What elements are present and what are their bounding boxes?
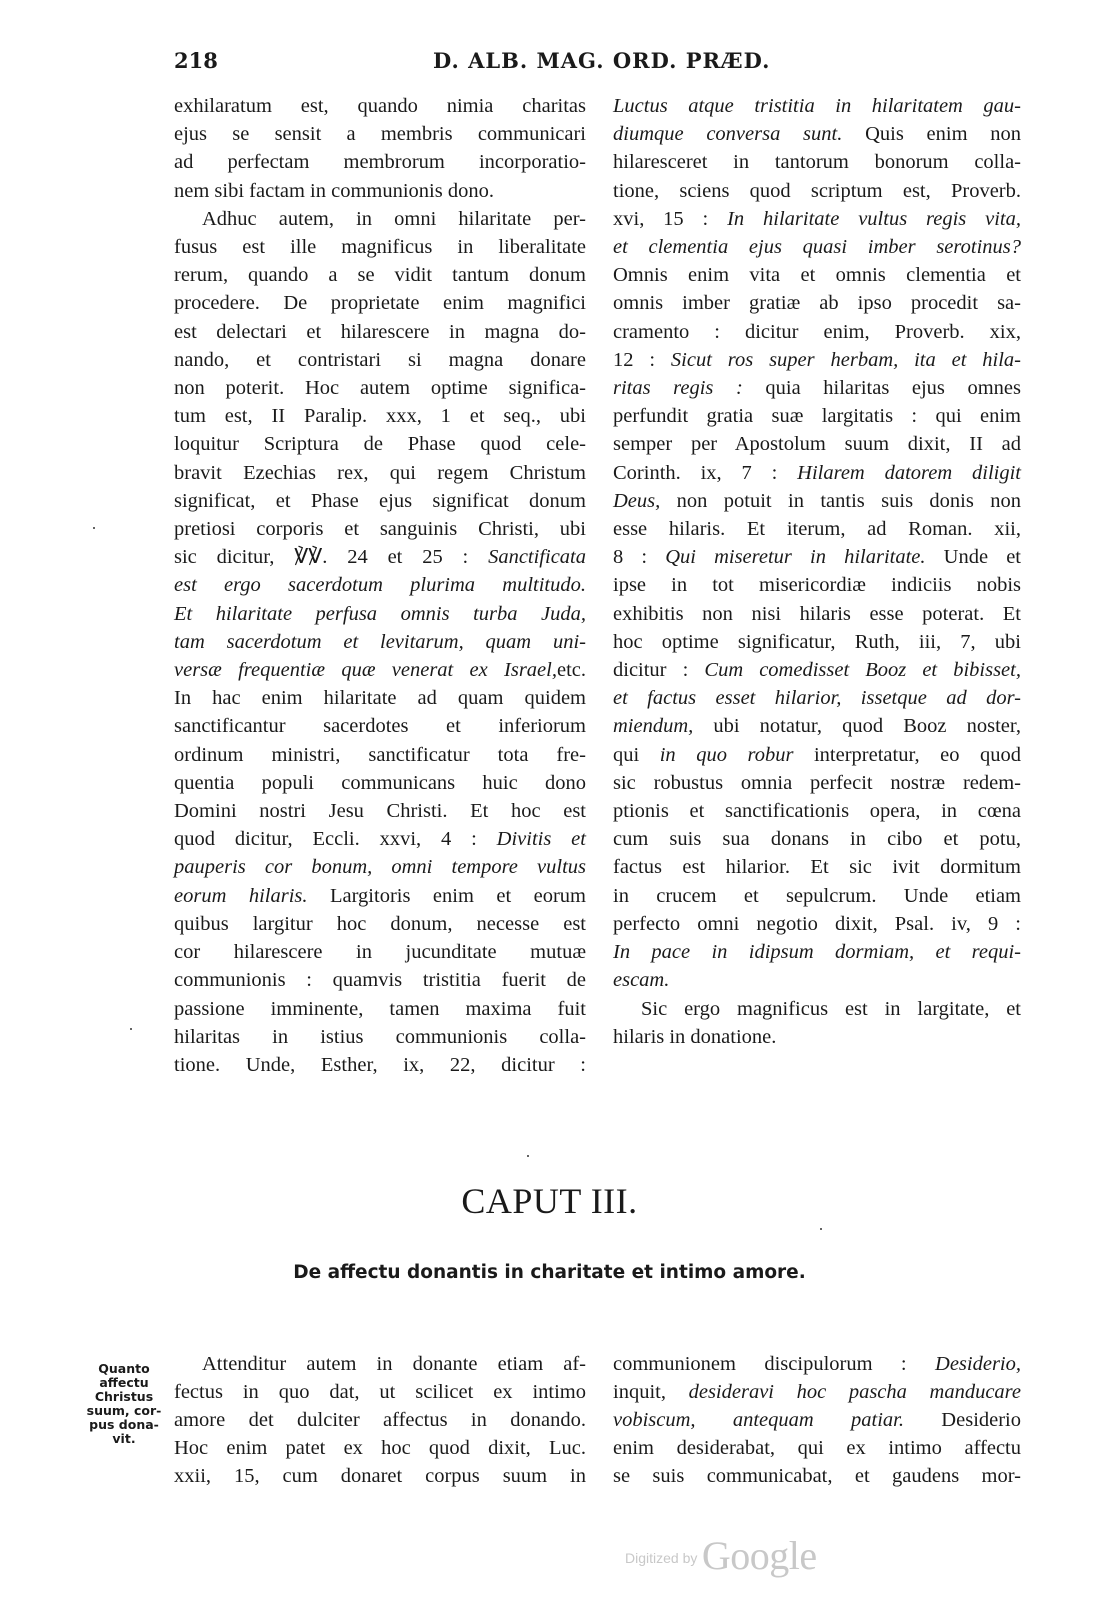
text-line: [613, 402, 1021, 430]
text-run: pretiosi corporis et sanguinis Christi, ubi: [174, 518, 586, 541]
text-line: [613, 995, 1021, 1023]
text-run: rerum, quando a se vidit tantum donum: [174, 264, 586, 287]
text-line: [613, 543, 1021, 571]
text-run: Desiderio: [904, 1409, 1022, 1431]
text-run: Sic ergo magnificus est in largitate, et: [641, 997, 1021, 1020]
print-speck: [130, 1028, 132, 1030]
text-line: [174, 1051, 586, 1079]
italic-quotation: eorum hilaris.: [174, 884, 308, 907]
italic-quotation: Sanctificata: [488, 546, 586, 569]
text-run: Omnis enim vita et omnis clementia et: [613, 264, 1021, 287]
text-run: loquitur Scriptura de Phase quod cele-: [174, 433, 586, 456]
italic-quotation: Luctus atque tristitia in hilaritatem gau-: [613, 95, 1021, 117]
text-line: [174, 853, 586, 881]
text-line: [613, 741, 1021, 769]
text-line: [613, 628, 1021, 656]
italic-quotation: Cum comedisset Booz et bibisset,: [704, 659, 1021, 682]
text-line: [174, 92, 586, 120]
text-run: passione imminente, tamen maxima fuit: [174, 997, 586, 1020]
text-line: [613, 430, 1021, 458]
text-run: hilaresceret in tantorum bonorum colla-: [613, 151, 1021, 174]
italic-quotation: Divitis et: [496, 828, 586, 851]
text-run: factus est hilarior. Et sic ivit dormitum: [613, 856, 1021, 879]
text-run: sic robustus omnia perfecit nostræ redem-: [613, 771, 1021, 794]
text-line: [174, 1378, 586, 1406]
text-run: qui: [613, 743, 660, 766]
left-column-bottom: [174, 1350, 586, 1490]
text-run: non potuit in tantis suis donis non: [660, 489, 1021, 512]
running-header: [174, 48, 1016, 82]
text-line: [174, 1023, 586, 1051]
text-line: [174, 205, 586, 233]
text-run: xxii, 15, cum donaret corpus suum in: [174, 1465, 586, 1487]
italic-quotation: In hilaritate vultus regis vita,: [727, 207, 1021, 230]
text-line: [613, 712, 1021, 740]
text-line: [174, 543, 586, 571]
text-run: tum est, II Paralip. xxx, 1 et seq., ubi: [174, 405, 586, 428]
text-line: [174, 318, 586, 346]
page-number: 218: [174, 48, 218, 73]
text-run: Unde et: [925, 546, 1021, 569]
marginal-note-line: Quanto: [98, 1361, 150, 1376]
italic-quotation: diumque conversa sunt.: [613, 123, 843, 146]
text-line: [174, 374, 586, 402]
text-run: Largitoris enim et eorum: [307, 884, 586, 907]
print-speck: [820, 1228, 822, 1230]
text-line: [174, 515, 586, 543]
text-run: inquit,: [613, 1381, 689, 1403]
text-run: Domini nostri Jesu Christi. Et hoc est: [174, 800, 586, 823]
italic-quotation: in quo robur: [659, 743, 794, 766]
text-run: sanctificantur sacerdotes et inferiorum: [174, 715, 586, 738]
text-run: ejus se sensit a membris communicari: [174, 123, 586, 146]
text-line: [174, 1406, 586, 1434]
marginal-note: [84, 1362, 164, 1446]
text-run: omnis imber gratiæ ab ipso procedit sa-: [613, 292, 1021, 315]
text-run: esse hilaris. Et iterum, ad Roman. xii,: [613, 518, 1021, 541]
italic-quotation: et factus esset hilarior, issetque ad dor-: [613, 687, 1021, 710]
text-line: [174, 628, 586, 656]
text-run: tione. Unde, Esther, ix, 22, dicitur :: [174, 1053, 586, 1076]
text-run: sic dicitur, ℣℣. 24 et 25 :: [174, 546, 489, 569]
text-run: amore det dulciter affectus in donando.: [174, 1409, 586, 1431]
text-run: hoc optime significatur, Ruth, iii, 7, ubi: [613, 630, 1021, 653]
text-line: [174, 741, 586, 769]
text-run: perfundit gratia suæ largitatis : qui enim: [613, 405, 1021, 428]
text-run: quentia populi communicans huic dono: [174, 771, 586, 794]
italic-quotation: Deus,: [613, 489, 661, 512]
text-line: [613, 966, 1021, 994]
watermark-prefix: Digitized by: [625, 1550, 698, 1566]
text-run: Adhuc autem, in omni hilaritate per-: [202, 207, 586, 230]
text-line: [613, 882, 1021, 910]
text-line: [613, 1434, 1021, 1462]
text-line: [174, 882, 586, 910]
italic-quotation: desideravi hoc pascha manducare: [688, 1381, 1021, 1403]
print-speck: [93, 527, 95, 529]
text-run: communionis : quamvis tristitia fuerit de: [174, 969, 586, 992]
text-line: [174, 571, 586, 599]
text-line: [174, 712, 586, 740]
text-run: ordinum ministri, sanctificatur tota fre-: [174, 743, 586, 766]
italic-quotation: Et hilaritate perfusa omnis turba Juda,: [174, 602, 586, 625]
text-run: dicitur :: [613, 659, 705, 682]
text-line: [613, 346, 1021, 374]
italic-quotation: escam.: [613, 969, 670, 992]
text-line: [174, 177, 586, 205]
text-run: ad perfectam membrorum incorporatio-: [174, 151, 586, 174]
text-line: [613, 92, 1021, 120]
text-line: [174, 430, 586, 458]
text-line: [174, 459, 586, 487]
marginal-note-line: suum, cor-: [86, 1403, 162, 1418]
text-run: 8 :: [613, 546, 666, 569]
marginal-note-line: vit.: [112, 1431, 136, 1446]
italic-quotation: pauperis cor bonum, omni tempore vultus: [174, 856, 586, 879]
italic-quotation: tam sacerdotum et levitarum, quam uni-: [174, 630, 586, 653]
text-run: nando, et contristari si magna donare: [174, 348, 586, 371]
text-line: [613, 938, 1021, 966]
text-run: est delectari et hilarescere in magna do-: [174, 320, 586, 343]
marginal-note-line: pus dona-: [89, 1417, 159, 1432]
print-speck: [527, 1155, 529, 1157]
italic-quotation: vobiscum, antequam patiar.: [613, 1409, 904, 1431]
text-run: perfecto omni negotio dixit, Psal. iv, 9 :: [613, 912, 1021, 935]
chapter-heading: CAPUT III.: [461, 1181, 638, 1221]
text-line: [174, 966, 586, 994]
text-line: [174, 995, 586, 1023]
text-line: [174, 600, 586, 628]
text-line: [613, 684, 1021, 712]
italic-quotation: Qui miseretur in hilaritate.: [665, 546, 926, 569]
text-line: [174, 825, 586, 853]
italic-quotation: Hilarem datorem diligit: [797, 461, 1021, 484]
text-line: [174, 769, 586, 797]
text-line: [174, 1350, 586, 1378]
text-line: [613, 318, 1021, 346]
marginal-note-line: affectu: [99, 1375, 149, 1390]
text-run: cramento : dicitur enim, Proverb. xix,: [613, 320, 1021, 343]
text-line: [174, 487, 586, 515]
right-column-top: [613, 92, 1021, 1051]
text-run: ubi notatur, quod Booz noster,: [693, 715, 1021, 738]
text-line: [174, 289, 586, 317]
text-line: [174, 910, 586, 938]
text-run: in crucem et sepulcrum. Unde etiam: [613, 884, 1021, 907]
text-run: hilaris in donatione.: [613, 1025, 777, 1048]
text-line: [613, 120, 1021, 148]
text-line: [613, 459, 1021, 487]
right-column-bottom: [613, 1350, 1021, 1490]
text-run: In hac enim hilaritate ad quam quidem: [174, 687, 586, 710]
text-line: [613, 1023, 1021, 1051]
text-run: hilaritas in istius communionis colla-: [174, 1025, 586, 1048]
text-run: etc.: [556, 659, 586, 682]
text-line: [613, 148, 1021, 176]
text-run: se suis communicabat, et gaudens mor-: [613, 1465, 1021, 1487]
text-line: [174, 797, 586, 825]
text-line: [613, 825, 1021, 853]
digitized-watermark: [625, 1532, 817, 1582]
text-line: [613, 1378, 1021, 1406]
text-line: [613, 1462, 1021, 1490]
text-line: [174, 261, 586, 289]
text-run: fusus est ille magnificus in liberalitate: [174, 236, 586, 259]
text-run: bravit Ezechias rex, qui regem Christum: [174, 461, 586, 484]
text-line: [174, 1462, 586, 1490]
google-logo: Google: [701, 1533, 817, 1578]
running-title: D. ALB. MAG. ORD. PRÆD.: [433, 48, 771, 73]
text-run: xvi, 15 :: [613, 207, 728, 230]
text-line: [174, 233, 586, 261]
text-line: [613, 177, 1021, 205]
text-run: significat, et Phase ejus significat donum: [174, 489, 586, 512]
text-run: quia hilaritas ejus omnes: [742, 377, 1022, 400]
text-line: [613, 571, 1021, 599]
text-run: quibus largitur hoc donum, necesse est: [174, 912, 586, 935]
text-run: procedere. De proprietate enim magnifici: [174, 292, 586, 315]
text-run: tione, sciens quod scriptum est, Proverb.: [613, 179, 1021, 202]
italic-quotation: versæ frequentiæ quæ venerat ex Israel,: [174, 659, 557, 682]
text-line: [174, 938, 586, 966]
italic-quotation: est ergo sacerdotum plurima multitudo.: [174, 574, 586, 597]
italic-quotation: Sicut ros super herbam, ita et hila-: [670, 348, 1021, 371]
text-line: [613, 289, 1021, 317]
text-run: cor hilarescere in jucunditate mutuæ: [174, 941, 586, 964]
text-line: [174, 346, 586, 374]
text-line: [613, 233, 1021, 261]
italic-quotation: miendum,: [613, 715, 694, 738]
text-line: [613, 797, 1021, 825]
text-run: Corinth. ix, 7 :: [613, 461, 798, 484]
text-line: [174, 120, 586, 148]
italic-quotation: Desiderio,: [935, 1353, 1021, 1375]
text-run: 12 :: [613, 348, 671, 371]
text-run: communionem discipulorum :: [613, 1353, 936, 1375]
text-line: [613, 1406, 1021, 1434]
text-line: [613, 769, 1021, 797]
text-run: exhibitis non nisi hilaris esse poterat. Et: [613, 602, 1021, 625]
text-line: [613, 205, 1021, 233]
text-run: enim desiderabat, qui ex intimo affectu: [613, 1437, 1021, 1459]
italic-quotation: et clementia ejus quasi imber serotinus?: [613, 236, 1021, 259]
text-run: Hoc enim patet ex hoc quod dixit, Luc.: [174, 1437, 586, 1459]
text-run: ptionis et sanctificationis opera, in cœna: [613, 800, 1021, 823]
italic-quotation: In pace in idipsum dormiam, et requi-: [613, 941, 1021, 964]
text-line: [613, 600, 1021, 628]
text-run: interpretatur, eo quod: [793, 743, 1021, 766]
text-run: Quis enim non: [842, 123, 1022, 146]
marginal-note-line: Christus: [94, 1389, 154, 1404]
text-run: quod dicitur, Eccli. xxvi, 4 :: [174, 828, 497, 851]
text-run: semper per Apostolum suum dixit, II ad: [613, 433, 1021, 456]
left-column-top: [174, 92, 586, 1079]
text-run: Attenditur autem in donante etiam af-: [202, 1353, 586, 1375]
text-line: [174, 148, 586, 176]
text-line: [174, 1434, 586, 1462]
text-run: non poterit. Hoc autem optime significa-: [174, 377, 586, 400]
text-run: ipse in tot misericordiæ indiciis nobis: [613, 574, 1021, 597]
text-line: [174, 402, 586, 430]
text-line: [613, 1350, 1021, 1378]
text-run: exhilaratum est, quando nimia charitas: [174, 95, 586, 117]
text-line: [613, 853, 1021, 881]
text-line: [613, 515, 1021, 543]
text-line: [613, 656, 1021, 684]
text-line: [613, 261, 1021, 289]
text-line: [613, 487, 1021, 515]
text-run: nem sibi factam in communionis dono.: [174, 179, 494, 202]
text-run: fectus in quo dat, ut scilicet ex intimo: [174, 1381, 586, 1403]
chapter-subtitle: De affectu donantis in charitate et intimo amore.: [293, 1262, 806, 1283]
text-line: [613, 910, 1021, 938]
text-run: cum suis sua donans in cibo et potu,: [613, 828, 1021, 851]
text-line: [613, 374, 1021, 402]
text-line: [174, 656, 586, 684]
text-line: [174, 684, 586, 712]
italic-quotation: ritas regis :: [613, 377, 743, 400]
